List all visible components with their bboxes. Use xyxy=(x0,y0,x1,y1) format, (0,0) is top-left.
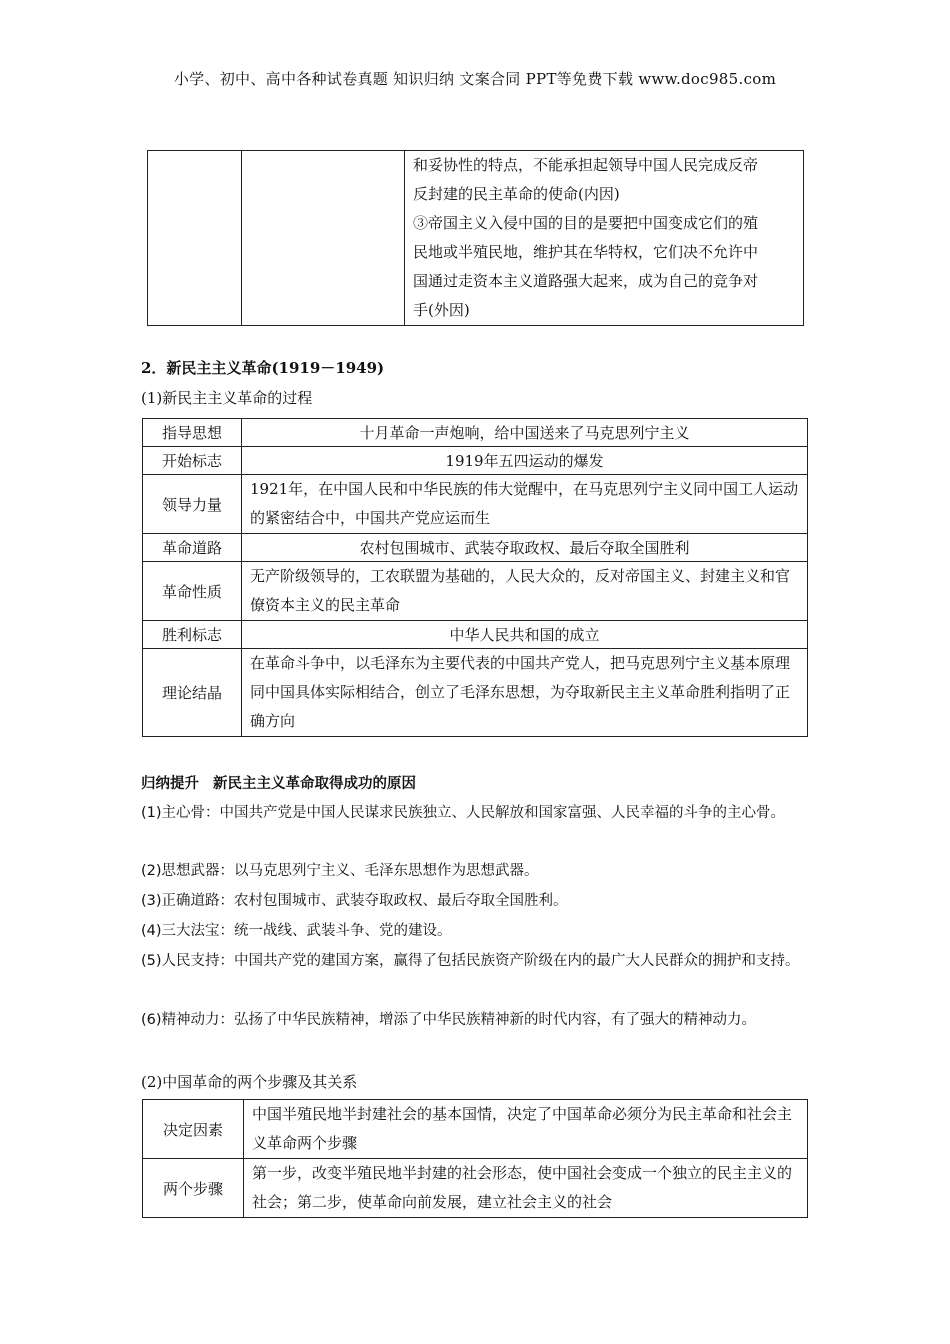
summary-title: 新民主主义革命取得成功的原因 xyxy=(213,776,416,792)
summary-item: (3)正确道路：农村包围城市、武装夺取政权、最后夺取全国胜利。 xyxy=(141,893,568,909)
table-row xyxy=(143,447,808,475)
row-label: 革命性质 xyxy=(143,562,242,621)
process-table xyxy=(142,418,808,737)
subsection-title: (1)新民主主义革命的过程 xyxy=(141,389,313,407)
row-label: 指导思想 xyxy=(143,419,242,447)
text-line: 民地或半殖民地，维护其在华特权，它们决不允许中 xyxy=(413,243,759,261)
summary-item: (6)精神动力：弘扬了中华民族精神，增添了中华民族精神新的时代内容，有了强大的精神动力。 xyxy=(141,1012,757,1028)
row-label: 胜利标志 xyxy=(143,621,242,649)
steps-table xyxy=(142,1099,808,1218)
row-label: 领导力量 xyxy=(143,475,242,534)
empty-cell xyxy=(242,151,405,326)
row-label: 革命道路 xyxy=(143,534,242,562)
row-label: 决定因素 xyxy=(143,1100,244,1159)
text-line: 和妥协性的特点，不能承担起领导中国人民完成反帝 xyxy=(413,156,759,174)
section-title: 2．新民主主义革命(1919－1949) xyxy=(141,359,385,377)
summary-item: (4)三大法宝：统一战线、武装斗争、党的建设。 xyxy=(141,923,452,939)
summary-item: (2)思想武器：以马克思列宁主义、毛泽东思想作为思想武器。 xyxy=(141,863,539,879)
table-row xyxy=(143,562,808,621)
summary-item: (5)人民支持：中国共产党的建国方案，赢得了包括民族资产阶级在内的最广大人民群众的拥护和支持。 xyxy=(141,953,800,969)
row-label: 开始标志 xyxy=(143,447,242,475)
table-row xyxy=(143,534,808,562)
table-row xyxy=(143,475,808,534)
page-header: 小学、初中、高中各种试卷真题 知识归纳 文案合同 PPT等免费下载 www.doc985.com xyxy=(173,70,777,88)
text-line: ③帝国主义入侵中国的目的是要把中国变成它们的殖 xyxy=(413,214,759,232)
table-row xyxy=(143,1159,808,1218)
table-row xyxy=(143,649,808,737)
text-line: 手(外因) xyxy=(413,301,470,319)
summary-heading xyxy=(141,772,416,793)
row-content: 中华人民共和国的成立 xyxy=(242,621,808,649)
row-content: 农村包围城市、武装夺取政权、最后夺取全国胜利 xyxy=(242,534,808,562)
row-content: 第一步，改变半殖民地半封建的社会形态，使中国社会变成一个独立的民主主义的社会；第二步，使革命向前发展，建立社会主义的社会 xyxy=(244,1159,808,1218)
continuation-table xyxy=(147,150,804,326)
text-line: 反封建的民主革命的使命(内因) xyxy=(413,185,620,203)
table-row xyxy=(143,1100,808,1159)
subsection-title: (2)中国革命的两个步骤及其关系 xyxy=(141,1073,358,1091)
table-row xyxy=(143,419,808,447)
row-content: 无产阶级领导的，工农联盟为基础的，人民大众的，反对帝国主义、封建主义和官僚资本主义的民主革命 xyxy=(242,562,808,621)
summary-item: (1)主心骨：中国共产党是中国人民谋求民族独立、人民解放和国家富强、人民幸福的斗争的主心骨。 xyxy=(141,805,786,821)
row-content: 在革命斗争中，以毛泽东为主要代表的中国共产党人，把马克思列宁主义基本原理同中国具体实际相结合，创立了毛泽东思想，为夺取新民主主义革命胜利指明了正确方向 xyxy=(242,649,808,737)
row-label: 理论结晶 xyxy=(143,649,242,737)
row-content: 1921年，在中国人民和中华民族的伟大觉醒中，在马克思列宁主义同中国工人运动的紧密结合中，中国共产党应运而生 xyxy=(242,475,808,534)
row-content: 1919年五四运动的爆发 xyxy=(242,447,808,475)
table-row xyxy=(143,621,808,649)
summary-label: 归纳提升 xyxy=(141,776,199,792)
continuation-text xyxy=(405,151,804,326)
text-line: 国通过走资本主义道路强大起来，成为自己的竞争对 xyxy=(413,272,759,290)
row-content: 中国半殖民地半封建社会的基本国情，决定了中国革命必须分为民主革命和社会主义革命两个步骤 xyxy=(244,1100,808,1159)
row-label: 两个步骤 xyxy=(143,1159,244,1218)
row-content: 十月革命一声炮响，给中国送来了马克思列宁主义 xyxy=(242,419,808,447)
empty-cell xyxy=(148,151,242,326)
